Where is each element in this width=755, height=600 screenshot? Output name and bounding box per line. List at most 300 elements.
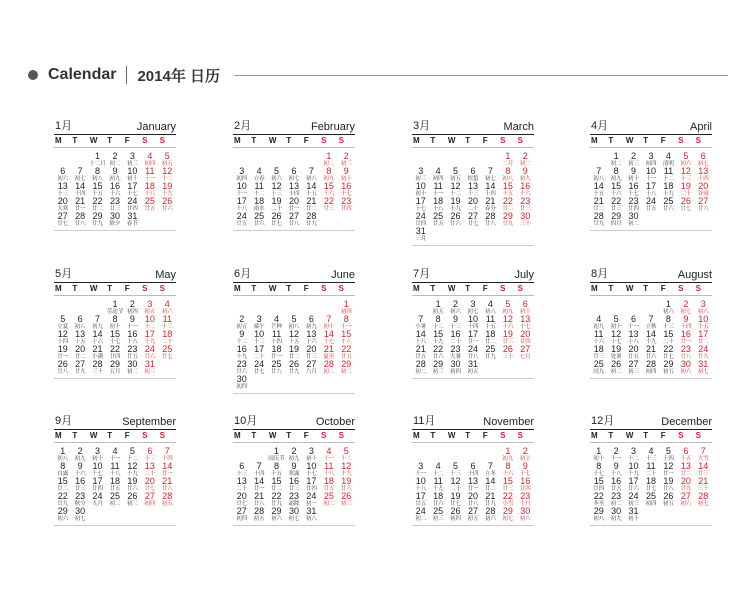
day-cell[interactable] (268, 360, 285, 375)
day-cell[interactable] (250, 507, 267, 522)
day-cell[interactable] (89, 152, 106, 167)
day-cell[interactable] (338, 447, 355, 462)
day-cell[interactable] (106, 152, 123, 167)
day-cell[interactable] (695, 167, 712, 182)
day-cell[interactable] (642, 477, 659, 492)
day-cell[interactable] (447, 360, 464, 375)
day-cell[interactable] (695, 492, 712, 507)
day-cell[interactable] (517, 167, 534, 182)
day-cell[interactable] (89, 447, 106, 462)
day-cell[interactable] (285, 477, 302, 492)
day-cell[interactable] (303, 315, 320, 330)
day-cell[interactable] (285, 315, 302, 330)
day-cell[interactable] (54, 477, 71, 492)
day-cell[interactable] (607, 492, 624, 507)
day-cell[interactable] (607, 182, 624, 197)
day-cell[interactable] (106, 167, 123, 182)
day-cell[interactable] (660, 300, 677, 315)
day-cell[interactable] (268, 212, 285, 227)
day-cell[interactable] (677, 315, 694, 330)
day-cell[interactable] (607, 462, 624, 477)
day-cell[interactable] (412, 167, 429, 182)
day-cell[interactable] (141, 152, 158, 167)
day-cell[interactable] (660, 315, 677, 330)
day-cell[interactable] (141, 330, 158, 345)
day-cell[interactable] (517, 197, 534, 212)
day-cell[interactable] (159, 197, 176, 212)
day-cell[interactable] (124, 152, 141, 167)
day-cell[interactable] (106, 330, 123, 345)
day-cell[interactable] (607, 212, 624, 227)
day-cell[interactable] (590, 330, 607, 345)
day-cell[interactable] (124, 477, 141, 492)
day-cell[interactable] (106, 182, 123, 197)
day-cell[interactable] (412, 360, 429, 375)
day-cell[interactable] (590, 360, 607, 375)
day-cell[interactable] (106, 197, 123, 212)
day-cell[interactable] (590, 492, 607, 507)
day-cell[interactable] (285, 507, 302, 522)
day-cell[interactable] (141, 477, 158, 492)
day-cell[interactable] (625, 152, 642, 167)
day-cell[interactable] (695, 197, 712, 212)
day-cell[interactable] (695, 477, 712, 492)
day-cell[interactable] (320, 167, 337, 182)
day-cell[interactable] (285, 167, 302, 182)
day-cell[interactable] (338, 182, 355, 197)
day-cell[interactable] (695, 330, 712, 345)
day-cell[interactable] (695, 182, 712, 197)
day-cell[interactable] (590, 182, 607, 197)
day-cell[interactable] (677, 197, 694, 212)
day-cell[interactable] (642, 315, 659, 330)
day-cell[interactable] (517, 462, 534, 477)
day-cell[interactable] (482, 345, 499, 360)
day-cell[interactable] (642, 447, 659, 462)
day-cell[interactable] (338, 477, 355, 492)
day-cell[interactable] (429, 330, 446, 345)
day-cell[interactable] (482, 492, 499, 507)
day-cell[interactable] (54, 330, 71, 345)
day-cell[interactable] (71, 492, 88, 507)
day-cell[interactable] (625, 477, 642, 492)
day-cell[interactable] (499, 462, 516, 477)
day-cell[interactable] (482, 197, 499, 212)
day-cell[interactable] (642, 492, 659, 507)
day-cell[interactable] (268, 197, 285, 212)
day-cell[interactable] (695, 300, 712, 315)
day-cell[interactable] (590, 315, 607, 330)
day-cell[interactable] (141, 167, 158, 182)
day-cell[interactable] (695, 152, 712, 167)
day-cell[interactable] (320, 360, 337, 375)
day-cell[interactable] (607, 152, 624, 167)
day-cell[interactable] (71, 167, 88, 182)
day-cell[interactable] (106, 212, 123, 227)
day-cell[interactable] (517, 330, 534, 345)
day-cell[interactable] (412, 330, 429, 345)
day-cell[interactable] (447, 330, 464, 345)
day-cell[interactable] (499, 167, 516, 182)
day-cell[interactable] (412, 315, 429, 330)
day-cell[interactable] (695, 315, 712, 330)
day-cell[interactable] (233, 197, 250, 212)
day-cell[interactable] (106, 492, 123, 507)
day-cell[interactable] (54, 462, 71, 477)
day-cell[interactable] (71, 182, 88, 197)
day-cell[interactable] (429, 182, 446, 197)
day-cell[interactable] (499, 330, 516, 345)
day-cell[interactable] (141, 182, 158, 197)
day-cell[interactable] (590, 447, 607, 462)
day-cell[interactable] (429, 507, 446, 522)
day-cell[interactable] (303, 197, 320, 212)
day-cell[interactable] (517, 345, 534, 360)
day-cell[interactable] (429, 197, 446, 212)
day-cell[interactable] (285, 330, 302, 345)
day-cell[interactable] (499, 197, 516, 212)
day-cell[interactable] (412, 197, 429, 212)
day-cell[interactable] (590, 212, 607, 227)
day-cell[interactable] (233, 462, 250, 477)
day-cell[interactable] (412, 227, 429, 242)
day-cell[interactable] (250, 360, 267, 375)
day-cell[interactable] (338, 492, 355, 507)
day-cell[interactable] (660, 152, 677, 167)
day-cell[interactable] (303, 167, 320, 182)
day-cell[interactable] (106, 345, 123, 360)
day-cell[interactable] (233, 477, 250, 492)
day-cell[interactable] (412, 477, 429, 492)
day-cell[interactable] (89, 462, 106, 477)
day-cell[interactable] (338, 315, 355, 330)
day-cell[interactable] (660, 197, 677, 212)
day-cell[interactable] (607, 477, 624, 492)
day-cell[interactable] (625, 447, 642, 462)
day-cell[interactable] (233, 345, 250, 360)
day-cell[interactable] (233, 315, 250, 330)
day-cell[interactable] (499, 507, 516, 522)
day-cell[interactable] (141, 447, 158, 462)
day-cell[interactable] (106, 447, 123, 462)
day-cell[interactable] (268, 330, 285, 345)
day-cell[interactable] (124, 300, 141, 315)
day-cell[interactable] (54, 167, 71, 182)
day-cell[interactable] (625, 315, 642, 330)
day-cell[interactable] (412, 182, 429, 197)
day-cell[interactable] (268, 315, 285, 330)
day-cell[interactable] (124, 167, 141, 182)
day-cell[interactable] (517, 447, 534, 462)
day-cell[interactable] (141, 315, 158, 330)
day-cell[interactable] (320, 447, 337, 462)
day-cell[interactable] (71, 462, 88, 477)
day-cell[interactable] (268, 447, 285, 462)
day-cell[interactable] (607, 330, 624, 345)
day-cell[interactable] (642, 360, 659, 375)
day-cell[interactable] (429, 477, 446, 492)
day-cell[interactable] (642, 462, 659, 477)
day-cell[interactable] (447, 507, 464, 522)
day-cell[interactable] (54, 492, 71, 507)
day-cell[interactable] (141, 462, 158, 477)
day-cell[interactable] (159, 492, 176, 507)
day-cell[interactable] (625, 360, 642, 375)
day-cell[interactable] (695, 462, 712, 477)
day-cell[interactable] (642, 152, 659, 167)
day-cell[interactable] (464, 212, 481, 227)
day-cell[interactable] (303, 360, 320, 375)
day-cell[interactable] (250, 197, 267, 212)
day-cell[interactable] (464, 315, 481, 330)
day-cell[interactable] (412, 345, 429, 360)
day-cell[interactable] (338, 462, 355, 477)
day-cell[interactable] (482, 330, 499, 345)
day-cell[interactable] (625, 212, 642, 227)
day-cell[interactable] (482, 212, 499, 227)
day-cell[interactable] (159, 345, 176, 360)
day-cell[interactable] (124, 462, 141, 477)
day-cell[interactable] (106, 462, 123, 477)
day-cell[interactable] (625, 462, 642, 477)
day-cell[interactable] (268, 345, 285, 360)
day-cell[interactable] (233, 212, 250, 227)
day-cell[interactable] (285, 212, 302, 227)
day-cell[interactable] (590, 462, 607, 477)
day-cell[interactable] (464, 477, 481, 492)
day-cell[interactable] (250, 462, 267, 477)
day-cell[interactable] (89, 360, 106, 375)
day-cell[interactable] (338, 197, 355, 212)
day-cell[interactable] (677, 477, 694, 492)
day-cell[interactable] (320, 345, 337, 360)
day-cell[interactable] (447, 197, 464, 212)
day-cell[interactable] (159, 447, 176, 462)
day-cell[interactable] (607, 447, 624, 462)
day-cell[interactable] (285, 345, 302, 360)
day-cell[interactable] (590, 197, 607, 212)
day-cell[interactable] (447, 182, 464, 197)
day-cell[interactable] (250, 315, 267, 330)
day-cell[interactable] (482, 462, 499, 477)
day-cell[interactable] (499, 447, 516, 462)
day-cell[interactable] (607, 197, 624, 212)
day-cell[interactable] (124, 315, 141, 330)
day-cell[interactable] (233, 492, 250, 507)
day-cell[interactable] (660, 182, 677, 197)
day-cell[interactable] (89, 182, 106, 197)
day-cell[interactable] (141, 345, 158, 360)
day-cell[interactable] (607, 360, 624, 375)
day-cell[interactable] (303, 182, 320, 197)
day-cell[interactable] (590, 167, 607, 182)
day-cell[interactable] (71, 212, 88, 227)
day-cell[interactable] (233, 360, 250, 375)
day-cell[interactable] (338, 360, 355, 375)
day-cell[interactable] (499, 345, 516, 360)
day-cell[interactable] (159, 300, 176, 315)
day-cell[interactable] (71, 345, 88, 360)
day-cell[interactable] (499, 477, 516, 492)
day-cell[interactable] (303, 212, 320, 227)
day-cell[interactable] (447, 462, 464, 477)
day-cell[interactable] (517, 300, 534, 315)
day-cell[interactable] (447, 315, 464, 330)
day-cell[interactable] (233, 330, 250, 345)
day-cell[interactable] (660, 462, 677, 477)
day-cell[interactable] (517, 492, 534, 507)
day-cell[interactable] (124, 197, 141, 212)
day-cell[interactable] (482, 477, 499, 492)
day-cell[interactable] (250, 167, 267, 182)
day-cell[interactable] (447, 167, 464, 182)
day-cell[interactable] (517, 315, 534, 330)
day-cell[interactable] (54, 447, 71, 462)
day-cell[interactable] (590, 477, 607, 492)
day-cell[interactable] (141, 360, 158, 375)
day-cell[interactable] (412, 212, 429, 227)
day-cell[interactable] (159, 152, 176, 167)
day-cell[interactable] (285, 462, 302, 477)
day-cell[interactable] (482, 315, 499, 330)
day-cell[interactable] (268, 477, 285, 492)
day-cell[interactable] (517, 152, 534, 167)
day-cell[interactable] (517, 507, 534, 522)
day-cell[interactable] (499, 300, 516, 315)
day-cell[interactable] (642, 182, 659, 197)
day-cell[interactable] (124, 182, 141, 197)
day-cell[interactable] (642, 345, 659, 360)
day-cell[interactable] (54, 197, 71, 212)
day-cell[interactable] (268, 507, 285, 522)
day-cell[interactable] (607, 315, 624, 330)
day-cell[interactable] (625, 167, 642, 182)
day-cell[interactable] (71, 315, 88, 330)
day-cell[interactable] (159, 330, 176, 345)
day-cell[interactable] (250, 345, 267, 360)
day-cell[interactable] (338, 345, 355, 360)
day-cell[interactable] (141, 492, 158, 507)
day-cell[interactable] (677, 300, 694, 315)
day-cell[interactable] (338, 167, 355, 182)
day-cell[interactable] (268, 182, 285, 197)
day-cell[interactable] (607, 507, 624, 522)
day-cell[interactable] (106, 360, 123, 375)
day-cell[interactable] (268, 492, 285, 507)
day-cell[interactable] (660, 345, 677, 360)
day-cell[interactable] (429, 345, 446, 360)
day-cell[interactable] (89, 167, 106, 182)
day-cell[interactable] (677, 492, 694, 507)
day-cell[interactable] (303, 330, 320, 345)
day-cell[interactable] (429, 462, 446, 477)
day-cell[interactable] (695, 447, 712, 462)
day-cell[interactable] (71, 477, 88, 492)
day-cell[interactable] (106, 477, 123, 492)
day-cell[interactable] (499, 152, 516, 167)
day-cell[interactable] (233, 375, 250, 390)
day-cell[interactable] (106, 315, 123, 330)
day-cell[interactable] (124, 212, 141, 227)
day-cell[interactable] (250, 182, 267, 197)
day-cell[interactable] (141, 300, 158, 315)
day-cell[interactable] (499, 182, 516, 197)
day-cell[interactable] (54, 507, 71, 522)
day-cell[interactable] (71, 360, 88, 375)
day-cell[interactable] (106, 300, 123, 315)
day-cell[interactable] (303, 345, 320, 360)
day-cell[interactable] (482, 300, 499, 315)
day-cell[interactable] (677, 462, 694, 477)
day-cell[interactable] (517, 182, 534, 197)
day-cell[interactable] (625, 330, 642, 345)
day-cell[interactable] (447, 212, 464, 227)
day-cell[interactable] (607, 167, 624, 182)
day-cell[interactable] (320, 152, 337, 167)
day-cell[interactable] (590, 507, 607, 522)
day-cell[interactable] (464, 197, 481, 212)
day-cell[interactable] (54, 360, 71, 375)
day-cell[interactable] (159, 477, 176, 492)
day-cell[interactable] (429, 212, 446, 227)
day-cell[interactable] (677, 447, 694, 462)
day-cell[interactable] (642, 197, 659, 212)
day-cell[interactable] (54, 212, 71, 227)
day-cell[interactable] (233, 167, 250, 182)
day-cell[interactable] (642, 330, 659, 345)
day-cell[interactable] (89, 212, 106, 227)
day-cell[interactable] (429, 315, 446, 330)
day-cell[interactable] (71, 447, 88, 462)
day-cell[interactable] (464, 462, 481, 477)
day-cell[interactable] (660, 477, 677, 492)
day-cell[interactable] (338, 300, 355, 315)
day-cell[interactable] (233, 182, 250, 197)
day-cell[interactable] (447, 345, 464, 360)
day-cell[interactable] (677, 345, 694, 360)
day-cell[interactable] (338, 152, 355, 167)
day-cell[interactable] (677, 330, 694, 345)
day-cell[interactable] (464, 330, 481, 345)
day-cell[interactable] (54, 315, 71, 330)
day-cell[interactable] (677, 182, 694, 197)
day-cell[interactable] (89, 477, 106, 492)
day-cell[interactable] (89, 197, 106, 212)
day-cell[interactable] (499, 212, 516, 227)
day-cell[interactable] (159, 315, 176, 330)
day-cell[interactable] (159, 167, 176, 182)
day-cell[interactable] (303, 447, 320, 462)
day-cell[interactable] (429, 167, 446, 182)
day-cell[interactable] (320, 197, 337, 212)
day-cell[interactable] (660, 167, 677, 182)
day-cell[interactable] (482, 167, 499, 182)
day-cell[interactable] (677, 152, 694, 167)
day-cell[interactable] (482, 182, 499, 197)
day-cell[interactable] (89, 345, 106, 360)
day-cell[interactable] (285, 447, 302, 462)
day-cell[interactable] (607, 345, 624, 360)
day-cell[interactable] (89, 330, 106, 345)
day-cell[interactable] (660, 360, 677, 375)
day-cell[interactable] (464, 167, 481, 182)
day-cell[interactable] (268, 462, 285, 477)
day-cell[interactable] (89, 492, 106, 507)
day-cell[interactable] (447, 300, 464, 315)
day-cell[interactable] (429, 492, 446, 507)
day-cell[interactable] (54, 345, 71, 360)
day-cell[interactable] (71, 197, 88, 212)
